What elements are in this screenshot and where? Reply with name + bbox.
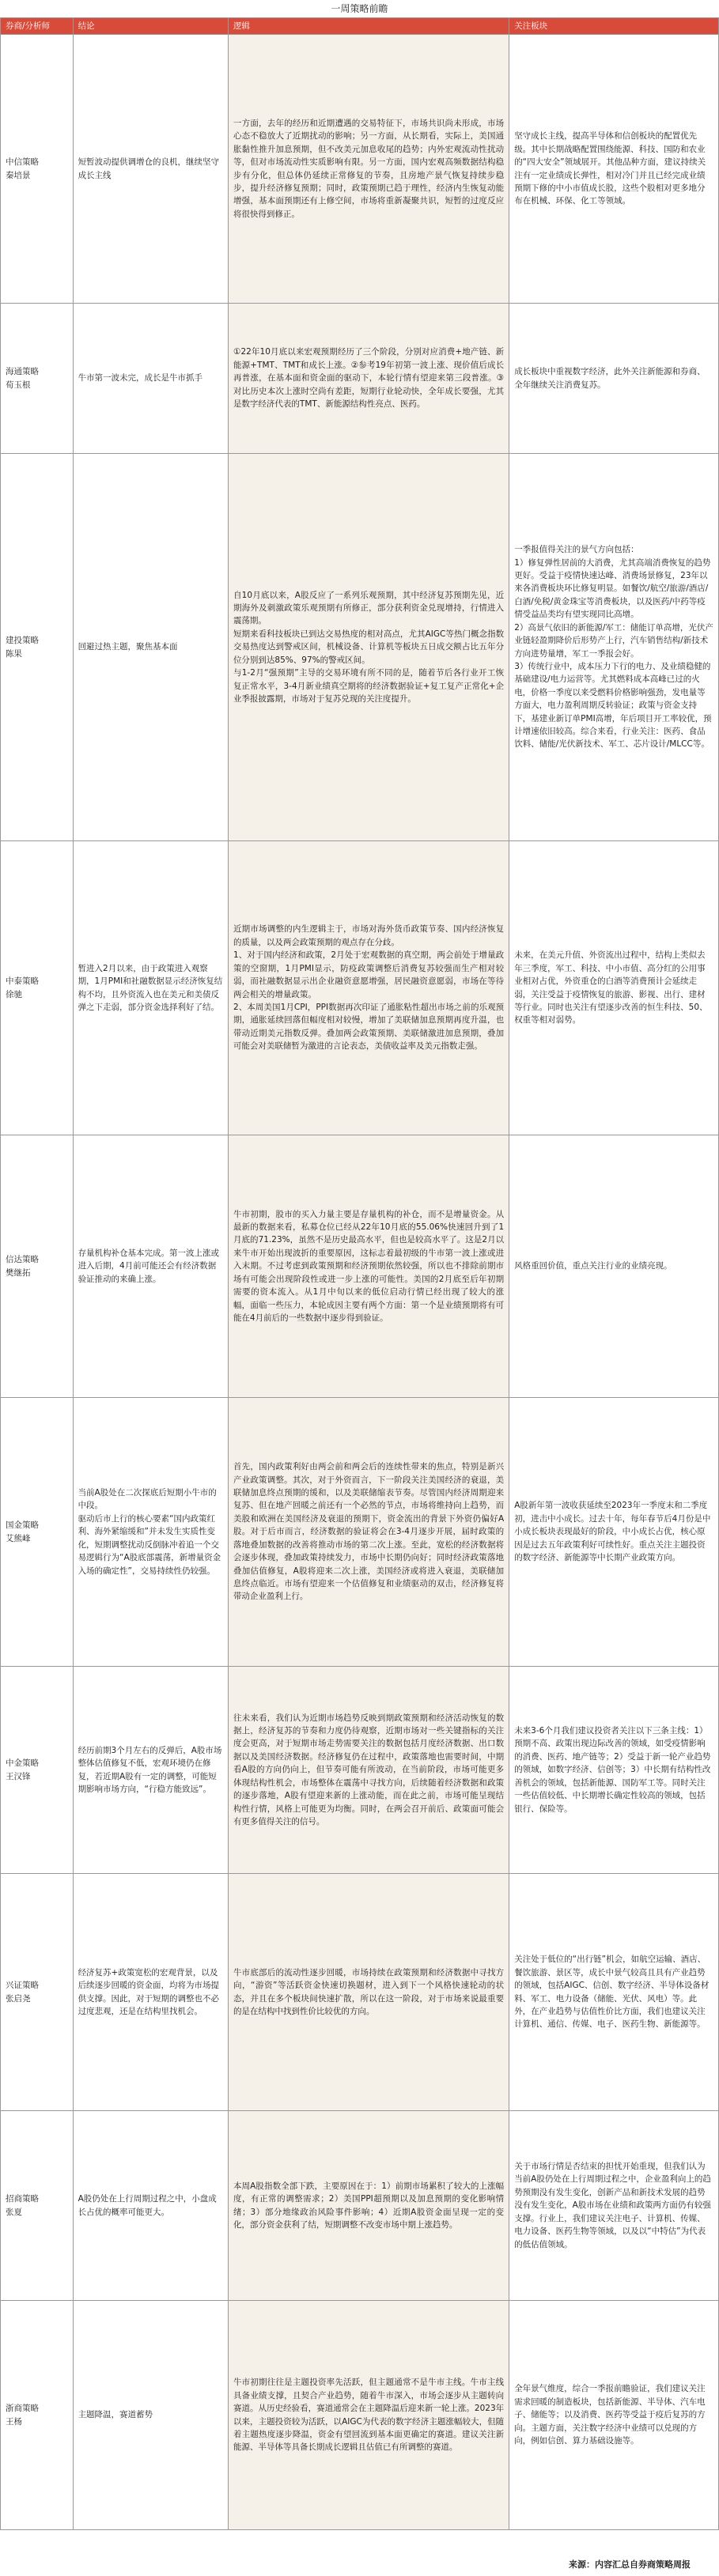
logic-cell: 牛市底部后的流动性逐步回暖，市场持续在政策预期和经济数据中寻找方向，“游资”等活跃资金快速切换题材，进入到下一个风格快速轮动的状态，并且在多个板块间快速扩散，所以在这一阶段，对于市场来说最重要的是在结构中找到性价比较优的方向。 xyxy=(228,1874,509,2111)
sector-cell: 关注处于低位的“出行链”机会，如航空运输、酒店、餐饮旅游、景区等，成长中景气较高且具有产业趋势的领域，包括AIGC、信创、数字经济、半导体设备材料、军工、电力设备（储能、光伏、风电）等。此外，在产业趋势与估值性价比方面，我们也建议关注计算机、通信、传媒、电子、医药生物、新能源等。 xyxy=(509,1874,719,2111)
table-row xyxy=(1,35,719,304)
analyst-cell: 国金策略 艾熊峰 xyxy=(1,1398,74,1667)
table-body xyxy=(1,35,719,2530)
analyst-cell: 建投策略 陈果 xyxy=(1,454,74,841)
logic-cell: 一方面，去年的经历和近期遭遇的交易特征下，市场共识尚未形成，市场心态不稳放大了近期扰动的影响；另一方面，从长期看，实际上，美国通胀黏性推升加息预期，但不改美元加息收尾的趋势；内外宏观流动性扰动等，但对市场流动性实质影响有限。另一方面，国内宏观高频数据结构稳步有分化，但总体仍延续正常修复的节奏，且房地产景气恢复持续步稳步，提升经济修复预期；同时，政策预期已趋于理性，经济内生恢复动能增强，基本面预期还有上修空间，市场将重新凝聚共识，短暂的过度反应将很快得到修正。 xyxy=(228,35,509,304)
header-name: 券商/分析师 xyxy=(1,18,74,35)
table-row xyxy=(1,1874,719,2111)
analyst-cell: 中金策略 王汉锋 xyxy=(1,1667,74,1874)
analyst-cell: 招商策略 张夏 xyxy=(1,2111,74,2301)
header-conclusion: 结论 xyxy=(73,18,228,35)
sector-cell: 关于市场行情是否结束的担忧开始重现，但我们认为当前A股仍处在上行周期过程之中，企业盈利向上的趋势预期没有发生变化，创新产品和新技术发展的趋势没有发生变化，A股市场在业绩和政策两方面仍有较强支撑。行业上，我们建议关注电子、计算机、传媒、电力设备、医药生物等领域，以及以“中特估”为代表的低估值领域。 xyxy=(509,2111,719,2301)
conclusion-cell: A股仍处在上行周期过程之中，小盘成长占优的概率可能更大。 xyxy=(73,2111,228,2301)
table-row xyxy=(1,2111,719,2301)
header-sector: 关注板块 xyxy=(509,18,719,35)
conclusion-cell: 暂进入2月以来，由于政策进入观察期，1月PMI和社融数据显示经济恢复结构不均，且外资流入也在美元和美债反弹之下走弱，部分资金选择利好了结。 xyxy=(73,841,228,1135)
table-row xyxy=(1,454,719,841)
analyst-cell: 海通策略 荀玉根 xyxy=(1,304,74,454)
table-row xyxy=(1,1398,719,1667)
conclusion-cell: 经济复苏+政策宽松的宏观背景，以及后续逐步回暖的资金面，均将为市场提供支撑。因此，对于短期的调整也不必过度悲观，还是在结构里找机会。 xyxy=(73,1874,228,2111)
analyst-cell: 中泰策略 徐驰 xyxy=(1,841,74,1135)
source-footer xyxy=(0,2554,719,2576)
table-row xyxy=(1,304,719,454)
conclusion-cell: 当前A股处在二次探底后短期小牛市的中段。 驱动后市上行的核心要素“国内政策红利、海外紧缩缓和”并未发生实质性变化，短期调整扰动反倒脉冲着追一个交易逻辑行为“A股底部震荡，新增量资金入场的确定性”，交易持续性仍较强。 xyxy=(73,1398,228,1667)
sector-cell: 坚守成长主线，提高半导体和信创板块的配置优先级。其中长期战略配置围绕能源、科技、国防和农业的“四大安全”领域展开。其他品种方面，建议持续关注有一定业绩成长弹性，相对冷门并且已经完成业绩预期下修的中小市值成长股，这些个股相对更多地分布在机械、环保、化工等领域。 xyxy=(509,35,719,304)
table-row xyxy=(1,1135,719,1398)
analyst-cell: 信达策略 樊继拓 xyxy=(1,1135,74,1398)
conclusion-cell: 牛市第一波未完，成长是牛市抓手 xyxy=(73,304,228,454)
conclusion-cell: 回避过热主题，聚焦基本面 xyxy=(73,454,228,841)
conclusion-cell: 经历前期3个月左右的反弹后，A股市场整体估值修复不低，宏观环境仍在修复，若近期A股有一定的调整，可能短期影响市场方向，“行稳方能致远”。 xyxy=(73,1667,228,1874)
sector-cell: 成长板块中重视数字经济，此外关注新能源和券商、全年继续关注消费复苏。 xyxy=(509,304,719,454)
logic-cell: 牛市初期，股市的买入力量主要是存量机构的补仓，而不是增量资金。从最新的数据来看，私募仓位已经从22年10月底的55.06%快速回升到了1月底的71.23%，虽然不是历史最高水平，但也是较高水平了。这是2月以来牛市开始出现波折的重要原因，这标志着最初级的牛市第一波上涨或进入末期。不过考虑到政策预期和经济预期依然较强，所以也不排除前期市场有可能会出现阶段性或进一步上涨的可能性。美国的2月底至后年初期需要的资本流入。从1月中旬以来的低位启动行情已经出现了较大的涨幅，面临一些压力，本轮成因主要有两个方面：第一个是业绩预期将有可能在4月前后的一些数据中逐步得到验证。 xyxy=(228,1135,509,1398)
logic-cell: 本周A股指数全部下跌，主要原因在于：1）前期市场累积了较大的上涨幅度，有正常的调整需求；2）美国PPI超预期以及加息预期的变化影响情绪；3）部分地缘政治风险事件影响；4）近期A股资金面呈现一定的变化，部分资金获利了结，短期调整不改变市场中期上涨趋势。 xyxy=(228,2111,509,2301)
strategy-table xyxy=(0,17,719,2530)
sector-cell: 未来3-6个月我们建议投资者关注以下三条主线：1）预期不高、政策出现边际改善的领域，如受疫情影响的消费、医药、地产链等；2）受益于新一轮产业趋势的领域，如数字经济、信创等；3）中长期有结构性改善机会的领域，包括新能源、国防军工等。同时关注一些估值较低、中长期增长确定性较高的领域，包括银行、保险等。 xyxy=(509,1667,719,1874)
sector-cell: 全年景气维度，综合一季报前瞻验证，我们建议关注需求回暖的制造板块，包括新能源、半导体、汽车电子、储能等；以及消费、医药等受益于疫后复苏的方向。主题方面，关注数字经济中业绩可以兑现的方向，例如信创、算力基础设施等。 xyxy=(509,2301,719,2530)
logic-cell: 自10月底以来，A股反应了一系列乐观预期，其中经济复苏预期先见，近期海外及刺激政策乐观预期有所修正，部分获利资金兑现增持，行情进入震荡期。 短期来看科技板块已到达交易热度的相对高点，尤其AIGC等热门概念指数交易热度达到警戒区间，机械设备、计算机等板块五日成交额占比五年分位分别到达85%、97%的警戒区间。 与1-2月“强预期”主导的交易环境有所不同的是，随着节后各行业开工恢复正常水平，3-4月新业绩真空期将的经济数据验证+复工复产正常化+企业季报披露期，市场对于复苏兑现的关注度提升。 xyxy=(228,454,509,841)
logic-cell: ①22年10月底以来宏观预期经历了三个阶段，分别对应消费+地产链、新能源+TMT、TMT和成长上涨。②参考19年初第一波上涨、现价值后成长再普涨，在基本面和资金面的驱动下，本轮行情有望迎来第三段普涨。③对比历史本次上涨时空尚有差距，短期行业轮动快，全年成长要强，尤其是数字经济代表的TMT、新能源结构性亮点、医药。 xyxy=(228,304,509,454)
header-logic: 逻辑 xyxy=(228,18,509,35)
sector-cell: 未来，在美元升值、外资流出过程中，结构上类似去年三季度，军工、科技、中小市值、高分红的公用事业相对占优，外资重仓的白酒等消费预计会延续走弱，关注受益于疫情恢复的旅游、影视、出行、建材等行业。同时也关注有望逐步改善的恒生科技、50、权重等相对弱势。 xyxy=(509,841,719,1135)
logic-cell: 近期市场调整的内生逻辑主于，市场对海外货币政策节奏、国内经济恢复的质量，以及两会政策预期的观点存在分歧。 1、对于国内经济和政策，2月处于宏观数据的真空期，两会前处于增量政策的空窗期，1月PMI显示，防疫政策调整后消费复苏较强而生产相对较弱，而社融数据显示出企业融资意愿增强，居民融资意愿弱，市场在等待两会相关的增量政策。 2、本周美国1月CPI，PPI数据再次印证了通胀粘性超出市场之前的乐观预期，通胀延续回落但幅度相对较慢，增加了美联储加息预期再度升温，也带动近期美元指数反弹。叠加两会政策预期、美联储激进加息预期，叠加可能会对美联储暂为激进的言论表态，美债收益率及美元指数走强。 xyxy=(228,841,509,1135)
sector-cell: A股新年第一波收获延续至2023年一季度末和二季度初，进击中小成长。过去十年，每年春节后4月份是中小成长板块表现最好的阶段，中小成长占优，核心原因是过去五年政策利好可续性好。重点关注主题投资的数字经济、新能源等中长期产业政策方向。 xyxy=(509,1398,719,1667)
sector-cell: 风格重回价值，重点关注行业的业绩亮现。 xyxy=(509,1135,719,1398)
analyst-cell: 兴证策略 张启尧 xyxy=(1,1874,74,2111)
logic-cell: 往未来看，我们认为近期市场趋势反映到期政策预期和经济活动恢复的数据上，经济复苏的节奏和力度仍待观察，近期市场对一些关键指标的关注度会更高，对于短期市场走势需要关注的数据包括月度经济数据、出口数据以及美国经济数据。经济修复仍在过程中，政策落地也需要时间，中期看A股的方向仍向上，但节奏可能有所波动，在当前阶段，市场可能更多体现结构性机会，市场整体在震荡中寻找方向，后续随着经济数据和政策的逐步落地，A股有望迎来新的上涨动能，而在此之前，市场可能呈现结构性行情，风格上可能更为均衡。同时，在两会召开前后、政策面可能会有更多值得关注的信号。 xyxy=(228,1667,509,1874)
page-title: 一周策略前瞻 xyxy=(0,0,719,18)
conclusion-cell: 短暂波动提供调增仓的良机，继续坚守成长主线 xyxy=(73,35,228,304)
logic-cell: 首先，国内政策利好由两会前和两会后的连续性带来的焦点，特别是新兴产业政策调整。其次，对于外资而言，下一阶段关注美国经济的衰退，美联储加息终点预期的缓和，以及美联储缩表节奏。尽管国内经济周期迎来复苏、但在地产回暖之前还有一个必然的节点，市场将维持向上趋势，而美股和欧洲在美国经济及衰退的预期下，资金流出的背景下外资仍偏好A股。对于后市而言，经济数据的验证将会在3-4月逐步开展，届时政策的落地叠加数据的改善将推动市场的第二次上涨。至此，宽松的经济数据将会逐步体现，叠加政策持续发力，市场中长期仍向好；同时经济政策落地叠加估值修复，A股将迎来二次上涨，美国经济或将进入衰退，美联储加息终点临近。市场有望迎来一个估值修复和业绩驱动的双击，经济修复将带动企业盈利上行。 xyxy=(228,1398,509,1667)
table-header-row xyxy=(1,18,719,35)
analyst-cell: 中信策略 秦培景 xyxy=(1,35,74,304)
table-row xyxy=(1,1667,719,1874)
analyst-cell: 浙商策略 王杨 xyxy=(1,2301,74,2530)
sector-cell: 一季报值得关注的景气方向包括： 1）修复弹性居前的大消费，尤其高端消费恢复的趋势更好。受益于疫情快速达峰、消费场景修复，23年以来各消费板块环比修复明显。如餐饮/航空/旅游/酒店/白酒/免税/黄金珠宝等消费板块，以及医药/中药等疫情受益品类均有望实现同比高增。 2）高景气依旧的新能源/军工：储能订单高增，光伏产业链轻盈期降价后形势产上行，汽车销售结构/新技术方向进势量增，军工一季报会好。 3）传统行业中，成本压力下行的电力、及业绩稳健的基础建设/电力运营等。尤其燃料成本高峰已过的火电，价格一季度以来受燃料价格影响强劲，发电量等方面大，电力盈利周期反转验证；政策与资金支持下，基建业新订单PMI高增，年后项目开工率较优，预计增速依旧较高。综合来看，行业关注：医药、食品饮料、储能/光伏新技术、军工、芯片设计/MLCC等。 xyxy=(509,454,719,841)
footer-text: 来源：内容汇总自券商策略周报 xyxy=(569,2559,691,2570)
table-row xyxy=(1,841,719,1135)
conclusion-cell: 存量机构补仓基本完成。第一波上涨或进入后期，4月前可能还会有经济数据验证推动的来确上涨。 xyxy=(73,1135,228,1398)
conclusion-cell: 主题降温，赛道蓄势 xyxy=(73,2301,228,2530)
table-row xyxy=(1,2301,719,2530)
logic-cell: 牛市初期往往是主题投资率先活跃，但主题通常不是牛市主线。牛市主线具备业绩支撑，且契合产业趋势，随着牛市深入，市场会逐步从主题转向赛道。从历史经验看，赛道通常会在主题降温后迎来新一轮上涨。2023年以来，主题投资较为活跃，以AIGC为代表的数字经济主题涨幅较大，但随着主题热度逐步降温，资金有望回流到基本面更确定的赛道。建议关注新能源、半导体等具备长期成长逻辑且估值已有所调整的赛道。 xyxy=(228,2301,509,2530)
